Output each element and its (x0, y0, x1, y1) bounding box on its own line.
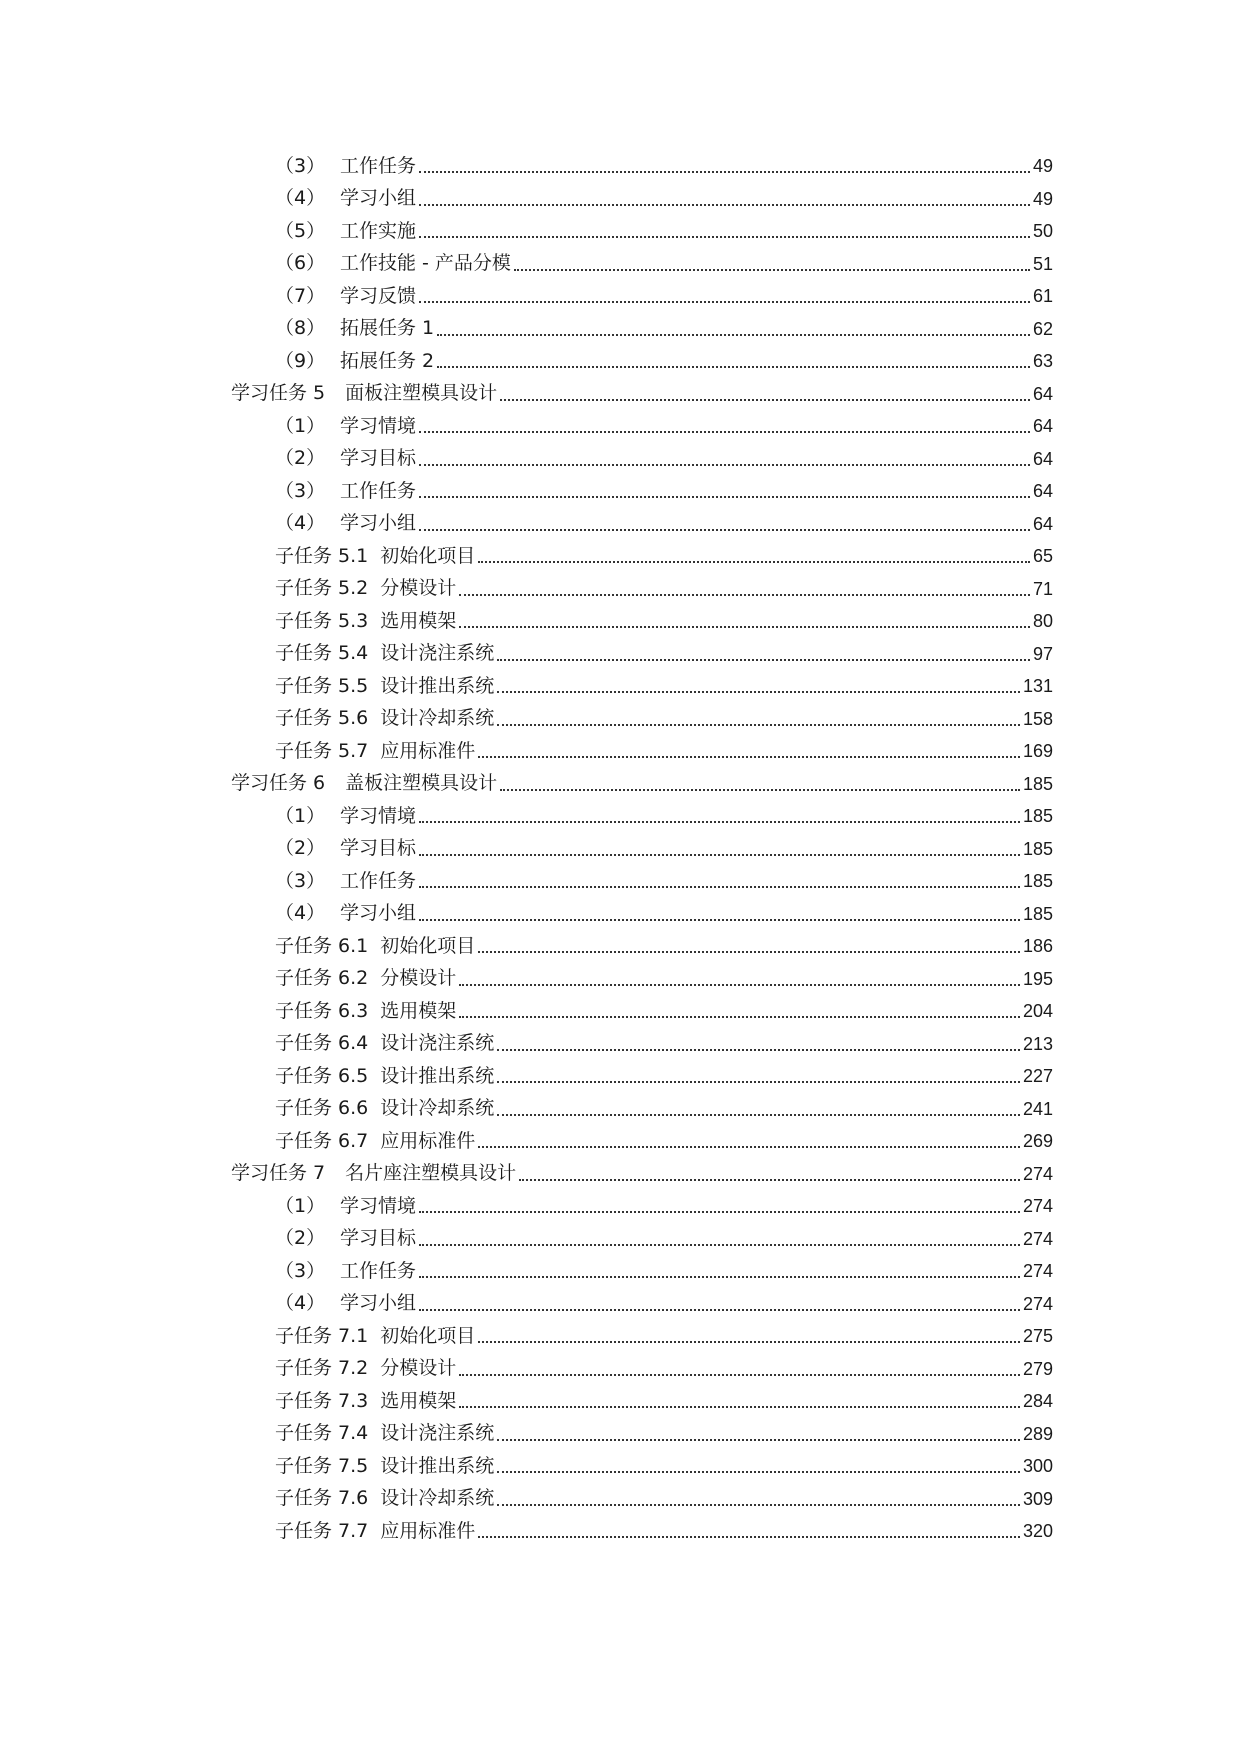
toc-entry-number: 子任务 6.4 (275, 1032, 369, 1055)
toc-entry-title (275, 1424, 494, 1443)
table-of-contents (0, 150, 1240, 1548)
dot-leader (497, 1439, 1020, 1441)
toc-page-number: 320 (1022, 1521, 1053, 1542)
toc-page-number: 64 (1032, 383, 1053, 404)
toc-page-number: 64 (1032, 416, 1053, 437)
dot-leader (459, 984, 1020, 986)
toc-entry-number: （9） (275, 349, 326, 372)
toc-page-number: 50 (1032, 221, 1053, 242)
toc-entry-section[interactable] (0, 183, 1240, 216)
toc-entry-subtask[interactable] (0, 1515, 1240, 1548)
dot-leader (419, 919, 1020, 921)
toc-entry-title (275, 1454, 495, 1477)
toc-entry-section[interactable] (0, 443, 1240, 476)
toc-entry-title (275, 999, 457, 1022)
dot-leader (497, 1504, 1020, 1506)
toc-entry-text: 选用模架 (380, 999, 457, 1022)
toc-entry-number: 子任务 7.1 (275, 1324, 369, 1347)
toc-entry-number: 子任务 5.6 (275, 707, 369, 730)
toc-entry-title (275, 449, 416, 468)
toc-entry-number: （1） (275, 804, 326, 827)
dot-leader (497, 1114, 1020, 1116)
toc-entry-title (275, 319, 434, 338)
toc-page-number: 51 (1032, 253, 1053, 274)
toc-entry-text: 学习小组 (340, 902, 417, 925)
toc-entry-number: （1） (275, 414, 326, 437)
dot-leader (419, 431, 1030, 433)
toc-entry-number: 子任务 7.7 (275, 1519, 369, 1542)
toc-entry-number: 学习任务 6 (231, 772, 326, 795)
dot-leader (519, 1179, 1020, 1181)
toc-entry-text: 设计推出系统 (380, 1064, 495, 1087)
dot-leader (419, 886, 1020, 888)
toc-page-number: 186 (1022, 936, 1053, 957)
toc-entry-section[interactable] (0, 280, 1240, 313)
toc-entry-text: 应用标准件 (380, 739, 476, 762)
dot-leader (419, 1276, 1020, 1278)
toc-entry-subtask[interactable] (0, 930, 1240, 963)
toc-entry-chapter[interactable] (0, 1158, 1240, 1191)
toc-entry-title (275, 1099, 494, 1118)
toc-entry-text: 学习情境 (340, 1194, 417, 1217)
dot-leader (497, 1471, 1020, 1473)
toc-entry-section[interactable] (0, 898, 1240, 931)
toc-page-number: 63 (1032, 351, 1053, 372)
toc-entry-subtask[interactable] (0, 1483, 1240, 1516)
toc-entry-text: 设计浇注系统 (380, 642, 495, 665)
toc-page-number: 279 (1022, 1358, 1053, 1379)
dot-leader (500, 789, 1020, 791)
toc-entry-title (275, 644, 494, 663)
dot-leader (497, 659, 1030, 661)
toc-entry-title (275, 839, 416, 858)
toc-entry-text: 工作实施 (340, 219, 417, 242)
toc-page-number: 64 (1032, 513, 1053, 534)
toc-entry-text: 设计冷却系统 (380, 1097, 495, 1120)
dot-leader (478, 1341, 1020, 1343)
toc-entry-subtask[interactable] (0, 1093, 1240, 1126)
toc-entry-section[interactable] (0, 1223, 1240, 1256)
toc-entry-title (275, 1359, 456, 1378)
toc-entry-number: （3） (275, 1259, 326, 1282)
toc-entry-number: （6） (275, 252, 326, 275)
toc-entry-number: 子任务 5.2 (275, 577, 369, 600)
toc-entry-text: 拓展任务 1 (340, 317, 435, 340)
toc-entry-title (275, 709, 494, 728)
toc-entry-number: 子任务 6.5 (275, 1064, 369, 1087)
toc-page-number: 185 (1022, 806, 1053, 827)
dot-leader (478, 756, 1020, 758)
dot-leader (514, 269, 1030, 271)
toc-page-number: 49 (1032, 188, 1053, 209)
toc-entry-title (275, 1324, 476, 1347)
dot-leader (419, 854, 1020, 856)
toc-entry-chapter[interactable] (0, 768, 1240, 801)
toc-entry-number: （4） (275, 1292, 326, 1315)
toc-entry-text: 工作任务 (340, 869, 417, 892)
toc-page-number: 204 (1022, 1001, 1053, 1022)
toc-entry-subtask[interactable] (0, 1450, 1240, 1483)
toc-entry-title (275, 1294, 416, 1313)
toc-entry-subtask[interactable] (0, 963, 1240, 996)
toc-entry-number: 子任务 6.3 (275, 999, 369, 1022)
toc-entry-section[interactable] (0, 800, 1240, 833)
toc-entry-subtask[interactable] (0, 1125, 1240, 1158)
toc-entry-title (231, 774, 497, 793)
toc-entry-title (275, 479, 417, 502)
toc-entry-number: 子任务 5.4 (275, 642, 369, 665)
toc-entry-number: （7） (275, 284, 326, 307)
dot-leader (500, 399, 1030, 401)
toc-entry-number: 子任务 5.5 (275, 674, 369, 697)
toc-entry-title (275, 544, 476, 567)
toc-entry-section[interactable] (0, 1190, 1240, 1223)
toc-entry-title (275, 1389, 457, 1412)
toc-entry-subtask[interactable] (0, 1418, 1240, 1451)
toc-entry-text: 学习反馈 (340, 284, 417, 307)
toc-entry-subtask[interactable] (0, 638, 1240, 671)
toc-entry-number: 子任务 6.7 (275, 1129, 369, 1152)
toc-page-number: 274 (1022, 1196, 1053, 1217)
toc-page-number: 213 (1022, 1033, 1053, 1054)
dot-leader (478, 1146, 1020, 1148)
dot-leader (478, 951, 1020, 953)
toc-entry-title (275, 1259, 417, 1282)
toc-entry-text: 设计推出系统 (380, 1454, 495, 1477)
dot-leader (419, 496, 1030, 498)
toc-page-number: 185 (1022, 871, 1053, 892)
toc-entry-title (275, 869, 417, 892)
toc-entry-number: 学习任务 5 (231, 382, 326, 405)
toc-entry-number: 子任务 5.3 (275, 609, 369, 632)
toc-page-number: 64 (1032, 481, 1053, 502)
toc-page-number: 309 (1022, 1488, 1053, 1509)
toc-entry-text: 学习小组 (340, 1292, 417, 1315)
toc-entry-section[interactable] (0, 248, 1240, 281)
toc-entry-number: 子任务 6.1 (275, 934, 369, 957)
toc-entry-title (275, 1229, 416, 1248)
dot-leader (497, 724, 1020, 726)
toc-entry-section[interactable] (0, 865, 1240, 898)
toc-entry-number: 子任务 7.5 (275, 1454, 369, 1477)
dot-leader (459, 1016, 1020, 1018)
toc-entry-title (275, 1064, 495, 1087)
dot-leader (459, 594, 1030, 596)
dot-leader (419, 1309, 1020, 1311)
toc-entry-subtask[interactable] (0, 1385, 1240, 1418)
toc-entry-number: 学习任务 7 (231, 1162, 326, 1185)
toc-entry-text: 学习目标 (340, 837, 417, 860)
toc-entry-text: 学习情境 (340, 804, 417, 827)
toc-entry-number: （8） (275, 317, 326, 340)
toc-entry-number: （3） (275, 869, 326, 892)
toc-entry-text: 设计推出系统 (380, 674, 495, 697)
toc-entry-number: （4） (275, 187, 326, 210)
dot-leader (419, 464, 1030, 466)
toc-entry-title (275, 1129, 476, 1152)
dot-leader (419, 301, 1030, 303)
toc-entry-text: 设计冷却系统 (380, 707, 495, 730)
toc-entry-title (275, 1519, 476, 1542)
toc-entry-text: 学习目标 (340, 1227, 417, 1250)
toc-page-number: 227 (1022, 1066, 1053, 1087)
toc-entry-title (275, 579, 456, 598)
toc-page-number: 274 (1022, 1261, 1053, 1282)
toc-page-number: 158 (1022, 708, 1053, 729)
toc-page-number: 195 (1022, 968, 1053, 989)
toc-entry-title (275, 514, 416, 533)
dot-leader (459, 1374, 1020, 1376)
toc-entry-text: 设计冷却系统 (380, 1487, 495, 1510)
toc-entry-section[interactable] (0, 345, 1240, 378)
toc-page-number: 269 (1022, 1131, 1053, 1152)
toc-entry-subtask[interactable] (0, 703, 1240, 736)
toc-entry-text: 学习目标 (340, 447, 417, 470)
toc-entry-text: 初始化项目 (380, 934, 476, 957)
toc-entry-title (275, 414, 417, 437)
toc-page-number: 300 (1022, 1456, 1053, 1477)
toc-entry-subtask[interactable] (0, 605, 1240, 638)
toc-entry-title (275, 349, 435, 372)
toc-entry-text: 盖板注塑模具设计 (345, 772, 498, 795)
toc-entry-text: 工作技能 - 产品分模 (340, 252, 511, 275)
dot-leader (497, 691, 1020, 693)
toc-entry-title (275, 934, 476, 957)
toc-entry-subtask[interactable] (0, 1320, 1240, 1353)
toc-entry-number: 子任务 5.7 (275, 739, 369, 762)
dot-leader (459, 1406, 1020, 1408)
toc-entry-title (275, 739, 476, 762)
toc-entry-number: （2） (275, 1227, 326, 1250)
dot-leader (459, 626, 1030, 628)
toc-page-number: 274 (1022, 1228, 1053, 1249)
toc-entry-text: 初始化项目 (380, 1324, 476, 1347)
toc-entry-number: 子任务 6.2 (275, 967, 369, 990)
toc-entry-section[interactable] (0, 833, 1240, 866)
toc-entry-title (231, 384, 497, 403)
toc-entry-subtask[interactable] (0, 1028, 1240, 1061)
toc-entry-section[interactable] (0, 1288, 1240, 1321)
toc-entry-text: 分模设计 (380, 1357, 457, 1380)
toc-entry-section[interactable] (0, 1255, 1240, 1288)
toc-page-number: 185 (1022, 838, 1053, 859)
dot-leader (419, 1211, 1020, 1213)
toc-page-number: 274 (1022, 1293, 1053, 1314)
toc-entry-text: 工作任务 (340, 479, 417, 502)
toc-entry-section[interactable] (0, 475, 1240, 508)
toc-entry-number: （2） (275, 837, 326, 860)
toc-entry-number: （5） (275, 219, 326, 242)
dot-leader (419, 821, 1020, 823)
toc-entry-subtask[interactable] (0, 735, 1240, 768)
toc-entry-text: 应用标准件 (380, 1129, 476, 1152)
toc-entry-subtask[interactable] (0, 670, 1240, 703)
dot-leader (419, 529, 1030, 531)
toc-entry-text: 名片座注塑模具设计 (345, 1162, 517, 1185)
toc-entry-title (275, 969, 456, 988)
toc-page-number: 185 (1022, 773, 1053, 794)
toc-page-number: 169 (1022, 741, 1053, 762)
toc-entry-subtask[interactable] (0, 540, 1240, 573)
toc-entry-title (275, 254, 511, 273)
toc-entry-title (275, 609, 457, 632)
toc-page-number: 275 (1022, 1326, 1053, 1347)
toc-page-number: 62 (1032, 318, 1053, 339)
toc-entry-text: 设计浇注系统 (380, 1422, 495, 1445)
toc-entry-text: 拓展任务 2 (340, 349, 435, 372)
toc-entry-title (231, 1164, 516, 1183)
toc-entry-number: （3） (275, 154, 326, 177)
toc-entry-text: 工作任务 (340, 154, 417, 177)
toc-entry-text: 面板注塑模具设计 (345, 382, 498, 405)
toc-entry-section[interactable] (0, 508, 1240, 541)
toc-entry-text: 应用标准件 (380, 1519, 476, 1542)
toc-entry-text: 选用模架 (380, 1389, 457, 1412)
dot-leader (497, 1049, 1020, 1051)
toc-page-number: 80 (1032, 611, 1053, 632)
toc-entry-title (275, 1489, 494, 1508)
toc-entry-text: 分模设计 (380, 967, 457, 990)
toc-entry-number: （3） (275, 479, 326, 502)
dot-leader (437, 366, 1030, 368)
toc-entry-section[interactable] (0, 215, 1240, 248)
toc-entry-number: 子任务 7.2 (275, 1357, 369, 1380)
toc-entry-number: （4） (275, 512, 326, 535)
toc-entry-title (275, 804, 417, 827)
toc-entry-title (275, 189, 416, 208)
toc-entry-subtask[interactable] (0, 995, 1240, 1028)
dot-leader (497, 1081, 1020, 1083)
toc-entry-text: 工作任务 (340, 1259, 417, 1282)
toc-entry-subtask[interactable] (0, 1353, 1240, 1386)
toc-page-number: 241 (1022, 1098, 1053, 1119)
dot-leader (419, 204, 1030, 206)
toc-entry-section[interactable] (0, 313, 1240, 346)
toc-entry-title (275, 1194, 417, 1217)
toc-entry-number: （1） (275, 1194, 326, 1217)
toc-entry-title (275, 284, 417, 307)
toc-entry-number: 子任务 7.6 (275, 1487, 369, 1510)
toc-entry-number: 子任务 6.6 (275, 1097, 369, 1120)
toc-entry-title (275, 154, 417, 177)
toc-page-number: 61 (1032, 286, 1053, 307)
toc-entry-title (275, 219, 417, 242)
toc-entry-section[interactable] (0, 410, 1240, 443)
toc-entry-text: 学习情境 (340, 414, 417, 437)
toc-entry-title (275, 904, 416, 923)
dot-leader (437, 334, 1030, 336)
toc-entry-title (275, 1034, 494, 1053)
toc-page-number: 185 (1022, 903, 1053, 924)
toc-entry-number: （4） (275, 902, 326, 925)
toc-entry-number: 子任务 7.3 (275, 1389, 369, 1412)
toc-page-number: 284 (1022, 1391, 1053, 1412)
dot-leader (478, 561, 1030, 563)
toc-entry-text: 分模设计 (380, 577, 457, 600)
toc-entry-subtask[interactable] (0, 573, 1240, 606)
toc-page-number: 65 (1032, 546, 1053, 567)
toc-page-number: 71 (1032, 578, 1053, 599)
toc-entry-text: 初始化项目 (380, 544, 476, 567)
dot-leader (478, 1536, 1020, 1538)
toc-entry-number: 子任务 5.1 (275, 544, 369, 567)
toc-page-number: 64 (1032, 448, 1053, 469)
toc-page-number: 131 (1022, 676, 1053, 697)
toc-page-number: 49 (1032, 156, 1053, 177)
toc-page-number: 289 (1022, 1423, 1053, 1444)
toc-entry-section[interactable] (0, 150, 1240, 183)
toc-entry-number: （2） (275, 447, 326, 470)
toc-entry-text: 选用模架 (380, 609, 457, 632)
dot-leader (419, 171, 1030, 173)
toc-entry-text: 学习小组 (340, 187, 417, 210)
toc-page-number: 274 (1022, 1163, 1053, 1184)
toc-entry-title (275, 674, 495, 697)
toc-entry-subtask[interactable] (0, 1060, 1240, 1093)
dot-leader (419, 236, 1030, 238)
dot-leader (419, 1244, 1020, 1246)
toc-entry-chapter[interactable] (0, 378, 1240, 411)
toc-entry-text: 设计浇注系统 (380, 1032, 495, 1055)
toc-page-number: 97 (1032, 643, 1053, 664)
toc-entry-number: 子任务 7.4 (275, 1422, 369, 1445)
toc-entry-text: 学习小组 (340, 512, 417, 535)
